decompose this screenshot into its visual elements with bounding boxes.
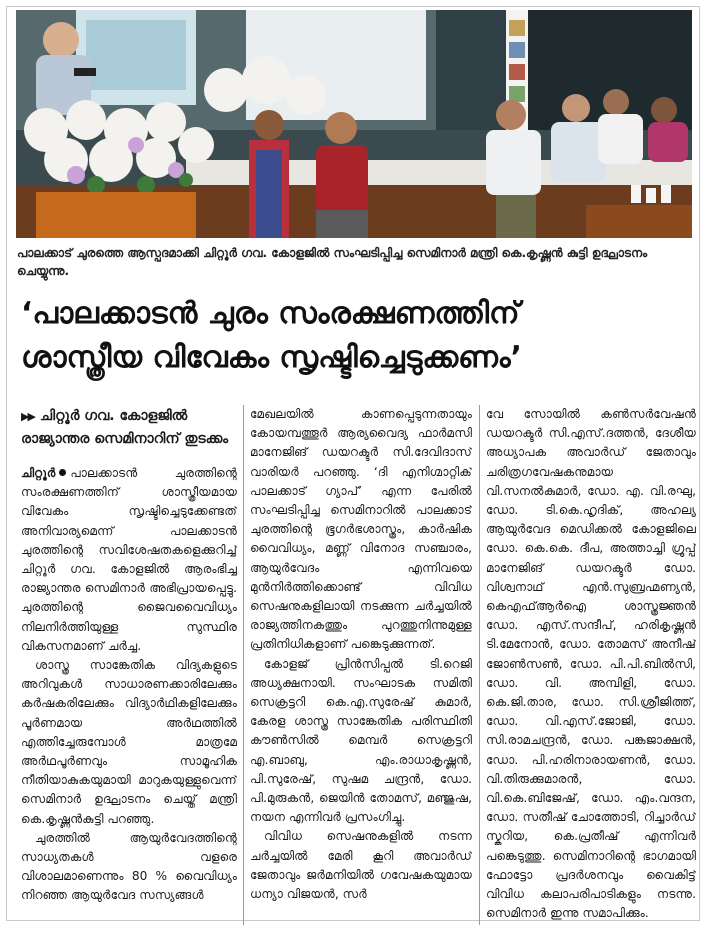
column-divider [479,405,480,925]
news-clipping [6,6,700,921]
article-paragraph: മേഖലയിൽ കാണപ്പെടുന്നതായും കോയമ്പത്തൂർ ആര്യവൈദ്യ ഫാർമസി മാനേജിങ് ഡയറക്ടർ സി.ദേവിദാസ് വാരിയർ പറഞ്ഞു. ‘ദി എനിഗ്മാറ്റിക് പാലക്കാട് ഗ്യാപ്’ എന്ന പേരിൽ സംഘടിപ്പിച്ച സെമിനാറിൽ പാലക്കാട് ചുരത്തിന്റെ ഭൂഗർഭശാസ്ത്രം, കാർഷിക വൈവിധ്യം, മണ്ണ് വിനോദ സഞ്ചാരം, ആയുർവേദം എന്നിവയെ മുൻനിർത്തിക്കൊണ്ട് വിവിധ സെഷനുകളിലായി നടക്കുന്ന ചർച്ചയിൽ രാജ്യത്തിനകത്തും പുറത്തുനിന്നുമുള്ള പ്രതിനിധികളാണ് പങ്കെടുക്കുന്നത്. [250,407,472,652]
headline-line-2: ശാസ്ത്രീയ വിവേകം സൃഷ്ടിച്ചെടുക്കണം’ [21,340,522,375]
article-paragraph: വിവിധ സെഷനുകളിൽ നടന്ന ചർച്ചയിൽ മേരി കൂറി അവാർഡ് ജേതാവും ജർമനിയിൽ ഗവേഷകയുമായ ധന്യാ വിജയൻ, സർ [250,829,472,902]
article-paragraph: ചുരത്തിൽ ആയുർവേദത്തിന്റെ സാധ്യതകൾ വളരെ വിശാലമാണെന്നും 80 % വൈവിധ്യം നിറഞ്ഞ ആയുർവേദ സസ്യങ്ങൾ [21,830,237,903]
article-paragraph: വേ സോയിൽ കൺസർവേഷൻ ഡയറക്ടർ സി.എസ്.ദത്തൻ, ദേശീയ അധ്യാപക അവാർഡ് ജേതാവും ചരിത്രഗവേഷകനുമായ വി.സനൽകുമാർ, ഡോ. എ. വി.രഘു, ഡോ. ടി.കെ.ഹൃദിക്, അഹല്യ ആയുർവേദ മെഡിക്കൽ കോളജിലെ ഡോ. കെ.കെ. ദീപ, അത്താച്ചി ഗ്രൂപ്പ് മാനേജിങ് ഡയറക്ടർ ഡോ. വിശ്വനാഥ് എൻ.സുബ്രഹ്മണ്യൻ, കെഎഫ്ആർഐ ശാസ്ത്രജ്ഞൻ ഡോ. എസ്.സന്ദീപ്, ഹരികൃഷ്ണൻ ടി.മേനോൻ, ഡോ. തോമസ് അനീഷ് ജോൺസൺ, ഡോ. പി.പി.ബിൽസി, ഡോ. വി. അമ്പിളി, ഡോ. കെ.ജി.താര, ഡോ. സി.ശ്രീജിത്ത്, ഡോ. വി.എസ്.ജോജി, ഡോ. സി.രാമചന്ദ്രൻ, ഡോ. പങ്കജാക്ഷൻ, ഡോ. പി.ഹരിനാരായണൻ, ഡോ. വി.തിരുക്കുമാരൻ, ഡോ. വി.കെ.ബിജേഷ്, ഡോ. എം.വന്ദന, ഡോ. സതീഷ് ചോത്തോടി, റിച്ചാർഡ് സ്കറിയ, കെ.പ്രതീഷ് എന്നിവർ പങ്കെടുത്തു. സെമിനാറിന്റെ ഭാഗമായി ഫോട്ടോ പ്രദർശനവും വൈകിട്ട് വിവിധ കലാപരിപാടികളും നടന്നു. സെമിനാർ ഇന്നു സമാപിക്കും. [486,407,696,921]
article-paragraph [21,464,237,656]
headline-line-1: ‘പാലക്കാടൻ ചുരം സംരക്ഷണത്തിന് [21,296,520,331]
double-arrow-icon: ▶▶ [21,410,34,423]
article-paragraph: കോളജ് പ്രിൻസിപ്പൽ ടി.റെജി അധ്യക്ഷനായി. സംഘാടക സമിതി സെക്രട്ടറി കെ.എ.സുരേഷ് കുമാർ, കേരള ശാസ്ത്ര സാങ്കേതിക പരിസ്ഥിതി കൗൺസിൽ മെമ്പർ സെക്രട്ടറി എ.ബാബു, എം.രാധാകൃഷ്ണൻ, പി.സുരേഷ്, സുഷമ ചന്ദ്രൻ, ഡോ. പി.മുരുകൻ, ജെയിൻ തോമസ്, മഞ്ജുഷ, നയന എന്നിവർ പ്രസംഗിച്ചു. [250,656,472,825]
seminar-photo [16,10,692,238]
photo-caption: പാലക്കാട് ചുരത്തെ ആസ്പദമാക്കി ചിറ്റൂർ ഗവ. കോളജിൽ സംഘടിപ്പിച്ച സെമിനാർ മന്ത്രി കെ.കൃഷ്ണൻ കുട്ടി ഉദ്ഘാടനം ചെയ്യുന്നു. [17,246,648,278]
article-paragraph: ശാസ്ത്ര സാങ്കേതിക വിദ്യകളുടെ അറിവുകൾ സാധാരണക്കാരിലേക്കും കർഷകരിലേക്കും വിദ്യാർഥികളിലേക്കും പൂർണമായ അർഥത്തിൽ എത്തിച്ചേരുമ്പോൾ മാത്രമേ അർഥപൂർണവും സാമൂഹിക നീതിയാകുകയുമായി മാറുകയുള്ളുവെന്ന് സെമിനാർ ഉദ്ഘാടനം ചെയ്ത് മന്ത്രി കെ.കൃഷ്ണൻകുട്ടി പറഞ്ഞു. [21,658,237,826]
headline [21,292,693,380]
article-column-3 [486,405,696,925]
seminar-stage-illustration [16,10,692,238]
paragraph-text: പാലക്കാടൻ ചുരത്തിന്റെ സംരക്ഷണത്തിന് ശാസ്ത്രീയമായ വിവേകം സൃഷ്ടിച്ചെടുക്കേണ്ടത് അനിവാര്യമെന്ന് പാലക്കാടൻ ചുരത്തിന്റെ സവിശേഷതകളെക്കുറിച്ച് ചിറ്റൂർ ഗവ. കോളജിൽ ആരംഭിച്ച രാജ്യാന്തര സെമിനാർ അഭിപ്രായപ്പെട്ടു. ചുരത്തിന്റെ ജൈവവൈവിധ്യം നിലനിർത്തിയുള്ള സുസ്ഥിര വികസനമാണ് ചർച്ച. [21,466,237,653]
bullet-dot-icon [59,469,66,476]
column-divider [243,405,244,925]
article-column-2 [250,405,472,925]
dateline: ചിറ്റൂർ [21,466,56,480]
kicker-text: ചിറ്റൂർ ഗവ. കോളജിൽ രാജ്യാന്തര സെമിനാറിന് തുടക്കം [21,408,229,447]
article-column-1 [21,405,237,925]
kicker [21,405,237,450]
